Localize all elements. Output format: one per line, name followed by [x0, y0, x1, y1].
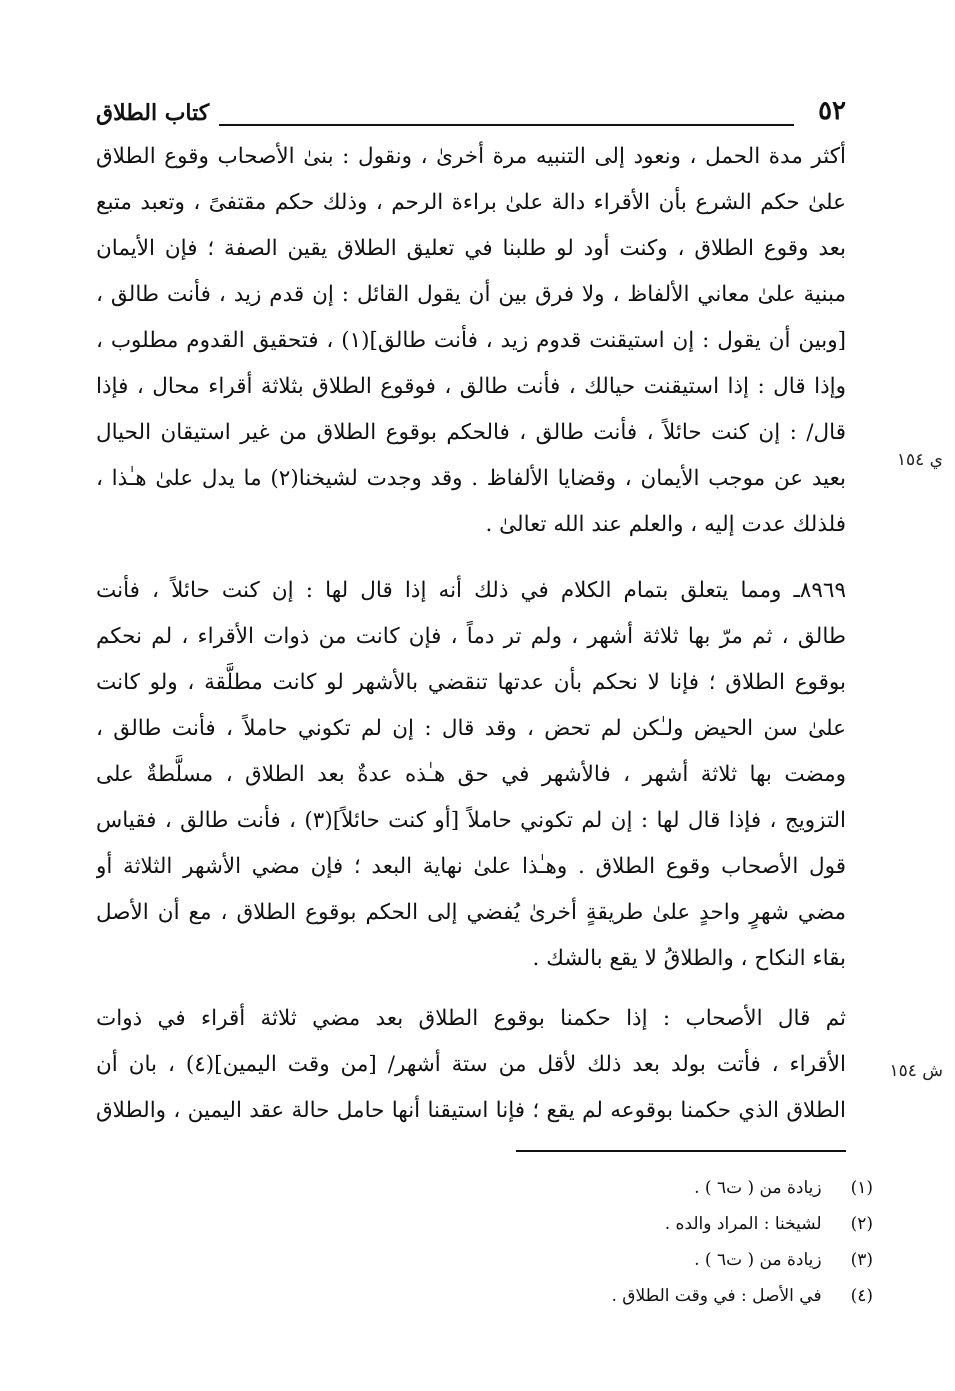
text-line: فلذلك عدت إليه ، والعلم عند الله تعالىٰ .	[485, 512, 846, 537]
paragraph-gap	[96, 548, 846, 568]
footnote-text: زيادة من ( ت٦ ) .	[694, 1250, 822, 1270]
footnote-number: (٢)	[850, 1214, 873, 1234]
text-line: الأقراء ، فأتت بولد بعد ذلك لأقل من ستة أشهر/ [من وقت اليمين](٤) ، بان أن	[96, 1052, 846, 1077]
page-number: ٥٢	[818, 96, 846, 126]
text-line: علىٰ حكم الشرع بأن الأقراء دالة علىٰ براءة الرحم ، وذلك حكم مقتفىً ، وتعبد متبع	[96, 190, 846, 215]
footnote-text: لشيخنا : المراد والده .	[664, 1214, 822, 1234]
text-line: ومضت بها ثلاثة أشهر ، فالأشهر في حق هـٰذه عدةٌ بعد الطلاق ، مسلَّطةٌ على	[96, 762, 846, 787]
footnote-number: (٣)	[850, 1250, 873, 1270]
text-line: مضي شهرٍ واحدٍ علىٰ طريقةٍ أخرىٰ يُفضي إلى الحكم بوقوع الطلاق ، مع أن الأصل	[96, 900, 846, 925]
margin-note-1: ي ١٥٤	[896, 450, 943, 470]
text-line: بعد وقوع الطلاق ، وكنت أود لو طلبنا في تعليق الطلاق يقين الصفة ؛ فإن الأيمان	[96, 236, 846, 261]
text-line: ٨٩٦٩ـ ومما يتعلق بتمام الكلام في ذلك أنه إذا قال لها : إن كنت حائلاً ، فأنت	[96, 578, 846, 603]
paragraph-gap	[96, 982, 846, 996]
footnotes	[612, 1170, 874, 1314]
text-line: وإذا قال : إذا استيقنت حيالك ، فأنت طالق ، فوقوع الطلاق بثلاثة أقراء محال ، فإذا	[96, 374, 846, 399]
footnote	[612, 1170, 874, 1206]
text-line: بعيد عن موجب الأيمان ، وقضايا الألفاظ . وقد وجدت لشيخنا(٢) ما يدل علىٰ هـٰذا ،	[96, 466, 846, 491]
text-line: بوقوع الطلاق ؛ فإنا لا نحكم بأن عدتها تنقضي بالأشهر لو كانت مطلَّقة ، ولو كانت	[96, 670, 846, 695]
paragraph-1	[96, 134, 846, 548]
page-header	[96, 86, 846, 126]
footnote-number: (١)	[850, 1178, 873, 1198]
text-line: مبنية علىٰ معاني الألفاظ ، ولا فرق بين أن يقول القائل : إن قدم زيد ، فأنت طالق ،	[96, 282, 846, 307]
footnote	[612, 1278, 874, 1314]
text-line: طالق ، ثم مرّ بها ثلاثة أشهر ، ولم تر دماً ، فإن كانت من ذوات الأقراء ، لم نحكم	[96, 624, 846, 649]
text-line: قال/ : إن كنت حائلاً ، فأنت طالق ، فالحكم بوقوع الطلاق من غير استيقان الحيال	[96, 420, 846, 445]
text-line: علىٰ سن الحيض ولـٰكن لم تحض ، وقد قال : إن لم تكوني حاملاً ، فأنت طالق ،	[96, 716, 846, 741]
footnote-rule	[516, 1150, 846, 1152]
header-rule	[219, 110, 794, 126]
text-line: قول الأصحاب وقوع الطلاق . وهـٰذا علىٰ نهاية البعد ؛ فإن مضي الأشهر الثلاثة أو	[96, 854, 846, 879]
paragraph-3	[96, 996, 846, 1134]
footnote-text: زيادة من ( ت٦ ) .	[694, 1178, 822, 1198]
paragraph-2	[96, 568, 846, 982]
text-line: أكثر مدة الحمل ، ونعود إلى التنبيه مرة أخرىٰ ، ونقول : بنىٰ الأصحاب وقوع الطلاق	[96, 144, 846, 169]
footnote-number: (٤)	[850, 1286, 873, 1306]
main-text	[96, 134, 846, 1134]
margin-note-2: ش ١٥٤	[889, 1061, 943, 1081]
running-title: كتاب الطلاق	[96, 100, 210, 126]
text-line: بقاء النكاح ، والطلاقُ لا يقع بالشك .	[532, 946, 846, 971]
text-line: الطلاق الذي حكمنا بوقوعه لم يقع ؛ فإنا استيقنا أنها حامل حالة عقد اليمين ، والطلاق	[96, 1098, 846, 1123]
footnote-text: في الأصل : في وقت الطلاق .	[611, 1286, 822, 1306]
footnote	[612, 1242, 874, 1278]
footnote	[612, 1206, 874, 1242]
text-line: ثم قال الأصحاب : إذا حكمنا بوقوع الطلاق بعد مضي ثلاثة أقراء في ذوات	[96, 1006, 846, 1031]
text-line: التزويج ، فإذا قال لها : إن لم تكوني حاملاً [أو كنت حائلاً](٣) ، فأنت طالق ، فقياس	[96, 808, 846, 833]
text-line: [وبين أن يقول : إن استيقنت قدوم زيد ، فأنت طالق](١) ، فتحقيق القدوم مطلوب ،	[96, 328, 846, 353]
